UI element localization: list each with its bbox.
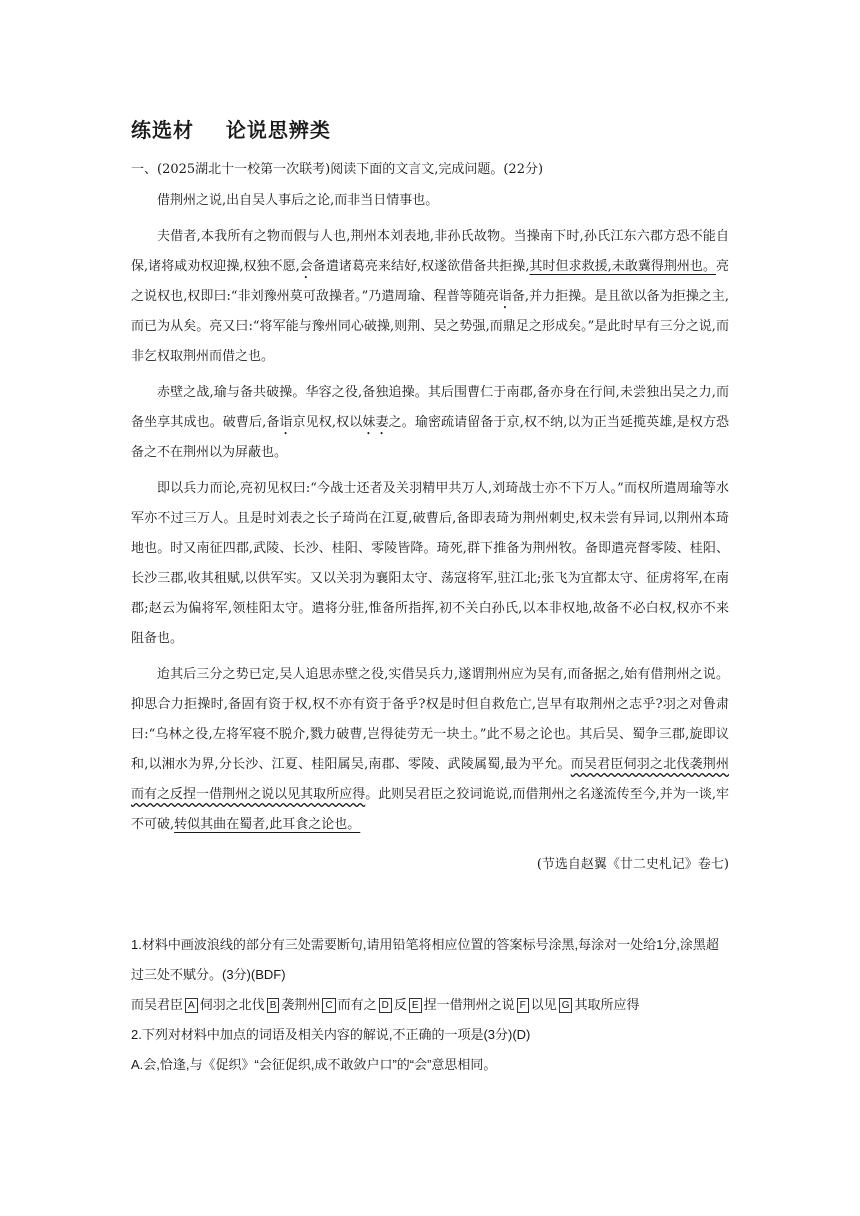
passage (131, 186, 729, 880)
dotted-word: 妹妻 (362, 415, 389, 430)
segment: 而有之 (337, 997, 377, 1012)
dotted-word: 诣 (498, 289, 512, 304)
break-option-g[interactable]: G (559, 998, 573, 1013)
segment: 其取所应得 (574, 997, 640, 1012)
break-option-e[interactable]: E (409, 998, 422, 1013)
segment: 捏一借荆州之说 (423, 997, 515, 1012)
underlined-sentence: 其时但求救援,未敢冀得荆州也。 (529, 259, 716, 274)
passage-paragraph-5 (131, 660, 729, 840)
passage-paragraph-4: 即以兵力而论,亮初见权曰:“今战士还者及关羽精甲共万人,刘琦战士亦不下万人。”而权所遣周瑜等水军亦不过三万人。且是时刘表之长子琦尚在江夏,破曹后,备即表琦为荆州刺史,权未尝有异词,以荆州本琦地也。时又南征四郡,武陵、长沙、桂阳、零陵皆降。琦死,群下推备为荆州牧。备即遣亮督零陵、桂阳、长沙三郡,收其租赋,以供军实。又以关羽为襄阳太守、荡寇将军,驻江北;张飞为宜都太守、征虏将军,在南郡;赵云为偏将军,领桂阳太守。遣将分驻,惟备所指挥,初不关白孙氏,以本非权地,故备不必白权,权亦不来阻备也。 (131, 481, 729, 646)
text-run: 备遣诸葛亮来结好,权遂欲借备共拒操, (312, 259, 530, 274)
text-run: 赤壁之战,瑜与备共破操。华容之役,备独追操。其后围曹仁于南郡,备亦身在行间,未尝独出吴之力,而备坐享其成也。破曹后,备 (131, 385, 729, 430)
break-option-d[interactable]: D (379, 998, 392, 1013)
break-option-a[interactable]: A (185, 998, 198, 1013)
passage-paragraph-3 (131, 378, 729, 468)
dotted-word: 诣 (279, 415, 293, 430)
page-title: 练选材 论说思辨类 (131, 118, 331, 142)
underlined-sentence: 转似其曲在蜀者,此耳食之论也。 (174, 817, 361, 832)
dotted-word: 会 (299, 259, 313, 274)
question-1-sentence (131, 990, 729, 1020)
text-run: 。此则吴君臣之狡词诡说,而借荆州之名遂流传至今,并为一谈,牢不可破, (131, 787, 729, 832)
text-run: 夫借者,本我所有之物而假与人也,荆州本刘表地,非孙氏故物。当操南下时,孙氏江东六郡方恐不能自保,诸将咸劝权迎操,权独不愿, (131, 229, 729, 274)
text-run: 备,并力拒操。是且欲以备为拒操之主,而已为从矣。亮又曰:“将军能与豫州同心破操,则荆、吴之势强,而鼎足之形成矣。”是此时早有三分之说,而非乞权取荆州而借之也。 (131, 289, 729, 364)
questions (131, 930, 729, 1080)
text-run: 之。瑜密疏请留备于京,权不纳,以为正当延揽英雄,是权方恐备之不在荆州以为屏蔽也。 (131, 415, 729, 460)
break-option-c[interactable]: C (322, 998, 335, 1013)
passage-paragraph-1: 借荆州之说,出自吴人事后之论,而非当日情事也。 (157, 193, 439, 208)
text-run: 京见权,权以 (292, 415, 363, 430)
question-intro: 一、(2025湖北十一校第一次联考)阅读下面的文言文,完成问题。(22分) (131, 162, 544, 177)
break-option-b[interactable]: B (267, 998, 280, 1013)
question-1: 1.材料中画波浪线的部分有三处需要断句,请用铅笔将相应位置的答案标号涂黑,每涂对一处给1分,涂黑超过三处不赋分。(3分)(BDF) (131, 937, 719, 982)
text-run: 迨其后三分之势已定,吴人追思赤壁之役,实借吴兵力,遂谓荆州应为吴有,而备据之,始有借荆州之说。抑思合力拒操时,备固有资于权,权不亦有资于备乎?权是时但自救危亡,岂早有取荆州之志乎?羽之对鲁肃曰:“乌林之役,左将军寝不脱介,戮力破曹,岂得徒劳无一块土。”此不易之论也。其后吴、蜀争三郡,旋即议和,以湘水为界,分长沙、江夏、桂阳属吴,南郡、零陵、武陵属蜀,最为平允。 (131, 667, 729, 772)
text-run: 亮之说权也,权即曰:“非刘豫州莫可敌操者。”乃遣周瑜、程普等随亮 (131, 259, 729, 304)
passage-paragraph-2 (131, 222, 729, 372)
question-2: 2.下列对材料中加点的词语及相关内容的解说,不正确的一项是(3分)(D) (131, 1027, 531, 1042)
segment: 袭荆州 (281, 997, 321, 1012)
segment: 伺羽之北伐 (199, 997, 265, 1012)
source-citation: (节选自赵翼《廿二史札记》卷七) (536, 857, 729, 872)
question-2-option-a: A.会,恰逢,与《促织》“会征促织,成不敢敛户口”的“会”意思相同。 (131, 1057, 497, 1072)
break-option-f[interactable]: F (517, 998, 529, 1013)
segment: 以见 (530, 997, 557, 1012)
segment: 反 (393, 997, 407, 1012)
segment: 而吴君臣 (131, 997, 184, 1012)
wavy-underlined-sentence: 而吴君臣伺羽之北伐袭荆州而有之反捏一借荆州之说以见其取所应得 (131, 757, 729, 802)
